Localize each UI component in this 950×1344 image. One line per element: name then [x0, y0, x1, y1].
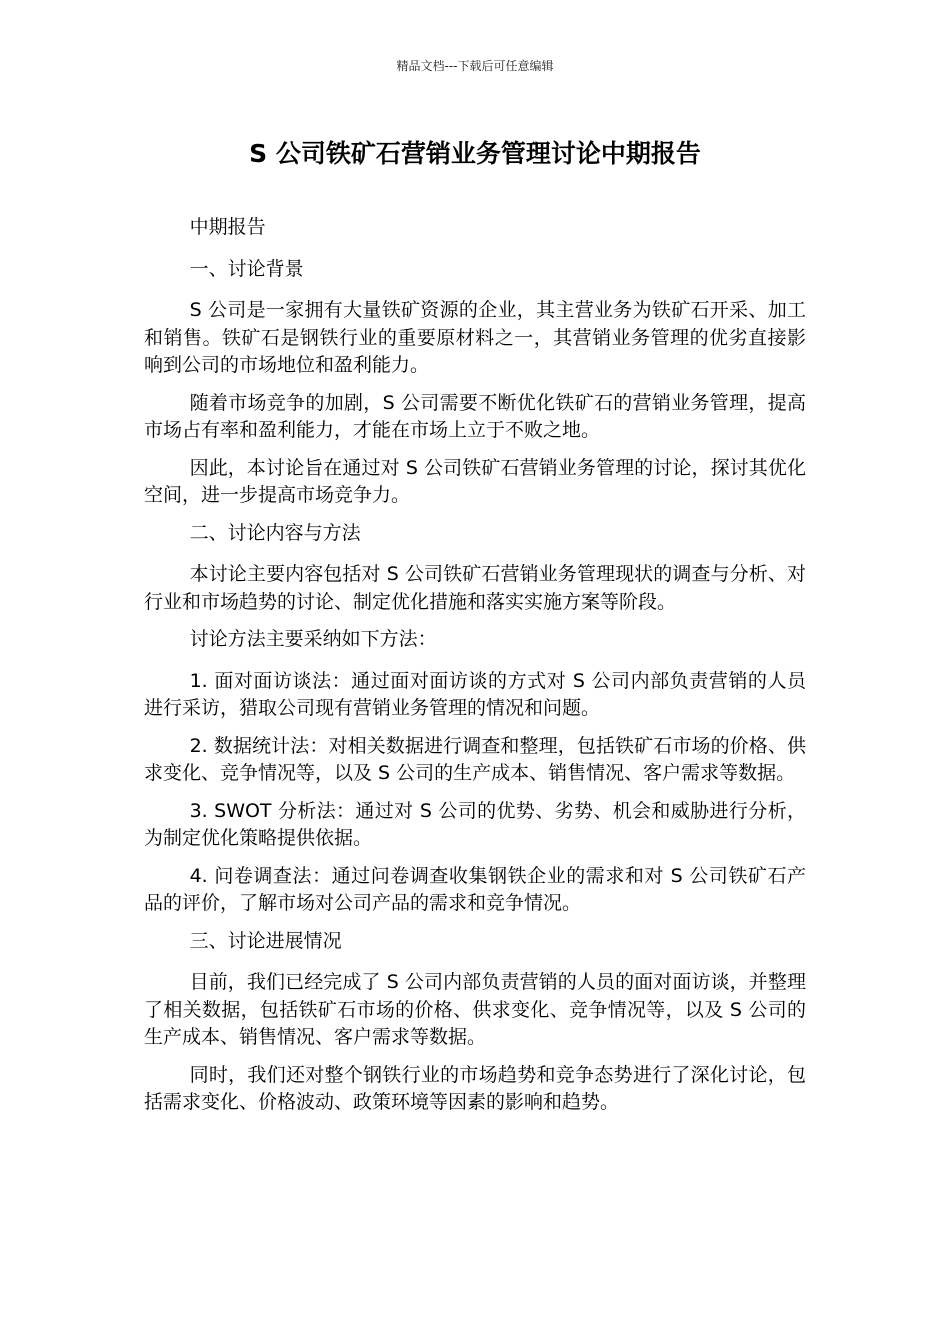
- list-item-swot-method: 3. SWOT 分析法：通过对 S 公司的优势、劣势、机会和威胁进行分析，为制定优化策略提供依据。: [144, 799, 806, 849]
- paragraph-market-competition: 随着市场竞争的加剧，S 公司需要不断优化铁矿石的营销业务管理，提高市场占有率和盈利能力，才能在市场上立于不败之地。: [144, 391, 806, 441]
- list-item-interview-method: 1. 面对面访谈法：通过面对面访谈的方式对 S 公司内部负责营销的人员进行采访，猎取公司现有营销业务管理的情况和问题。: [144, 669, 806, 719]
- paragraph-progress-interviews: 目前，我们已经完成了 S 公司内部负责营销的人员的面对面访谈，并整理了相关数据，包括铁矿石市场的价格、供求变化、竞争情况等，以及 S 公司的生产成本、销售情况、客户需求等数据。: [144, 971, 806, 1048]
- section-heading-content-methods: 二、讨论内容与方法: [189, 521, 361, 544]
- page-header: 精品文档---下载后可任意编辑: [396, 59, 554, 73]
- document-body: [144, 214, 806, 1127]
- section-heading-background: 一、讨论背景: [189, 257, 304, 280]
- section-heading-progress: 三、讨论进展情况: [189, 929, 342, 952]
- paragraph-methods-intro: 讨论方法主要采纳如下方法：: [189, 628, 437, 650]
- paragraph-company-intro: S 公司是一家拥有大量铁矿资源的企业，其主营业务为铁矿石开采、加工和销售。铁矿石是钢铁行业的重要原材料之一，其营销业务管理的优劣直接影响到公司的市场地位和盈利能力。: [144, 299, 806, 376]
- document-title: S 公司铁矿石营销业务管理讨论中期报告: [249, 139, 701, 168]
- section-label-interim-report: 中期报告: [189, 216, 266, 238]
- paragraph-progress-industry: 同时，我们还对整个钢铁行业的市场趋势和竞争态势进行了深化讨论，包括需求变化、价格波动、政策环境等因素的影响和趋势。: [144, 1063, 806, 1113]
- paragraph-study-purpose: 因此，本讨论旨在通过对 S 公司铁矿石营销业务管理的讨论，探讨其优化空间，进一步提高市场竞争力。: [144, 456, 806, 506]
- list-item-statistics-method: 2. 数据统计法：对相关数据进行调查和整理，包括铁矿石市场的价格、供求变化、竞争情况等，以及 S 公司的生产成本、销售情况、客户需求等数据。: [144, 734, 806, 784]
- paragraph-study-content: 本讨论主要内容包括对 S 公司铁矿石营销业务管理现状的调查与分析、对行业和市场趋势的讨论、制定优化措施和落实实施方案等阶段。: [144, 563, 806, 613]
- list-item-survey-method: 4. 问卷调查法：通过问卷调查收集钢铁企业的需求和对 S 公司铁矿石产品的评价，了解市场对公司产品的需求和竞争情况。: [144, 864, 806, 914]
